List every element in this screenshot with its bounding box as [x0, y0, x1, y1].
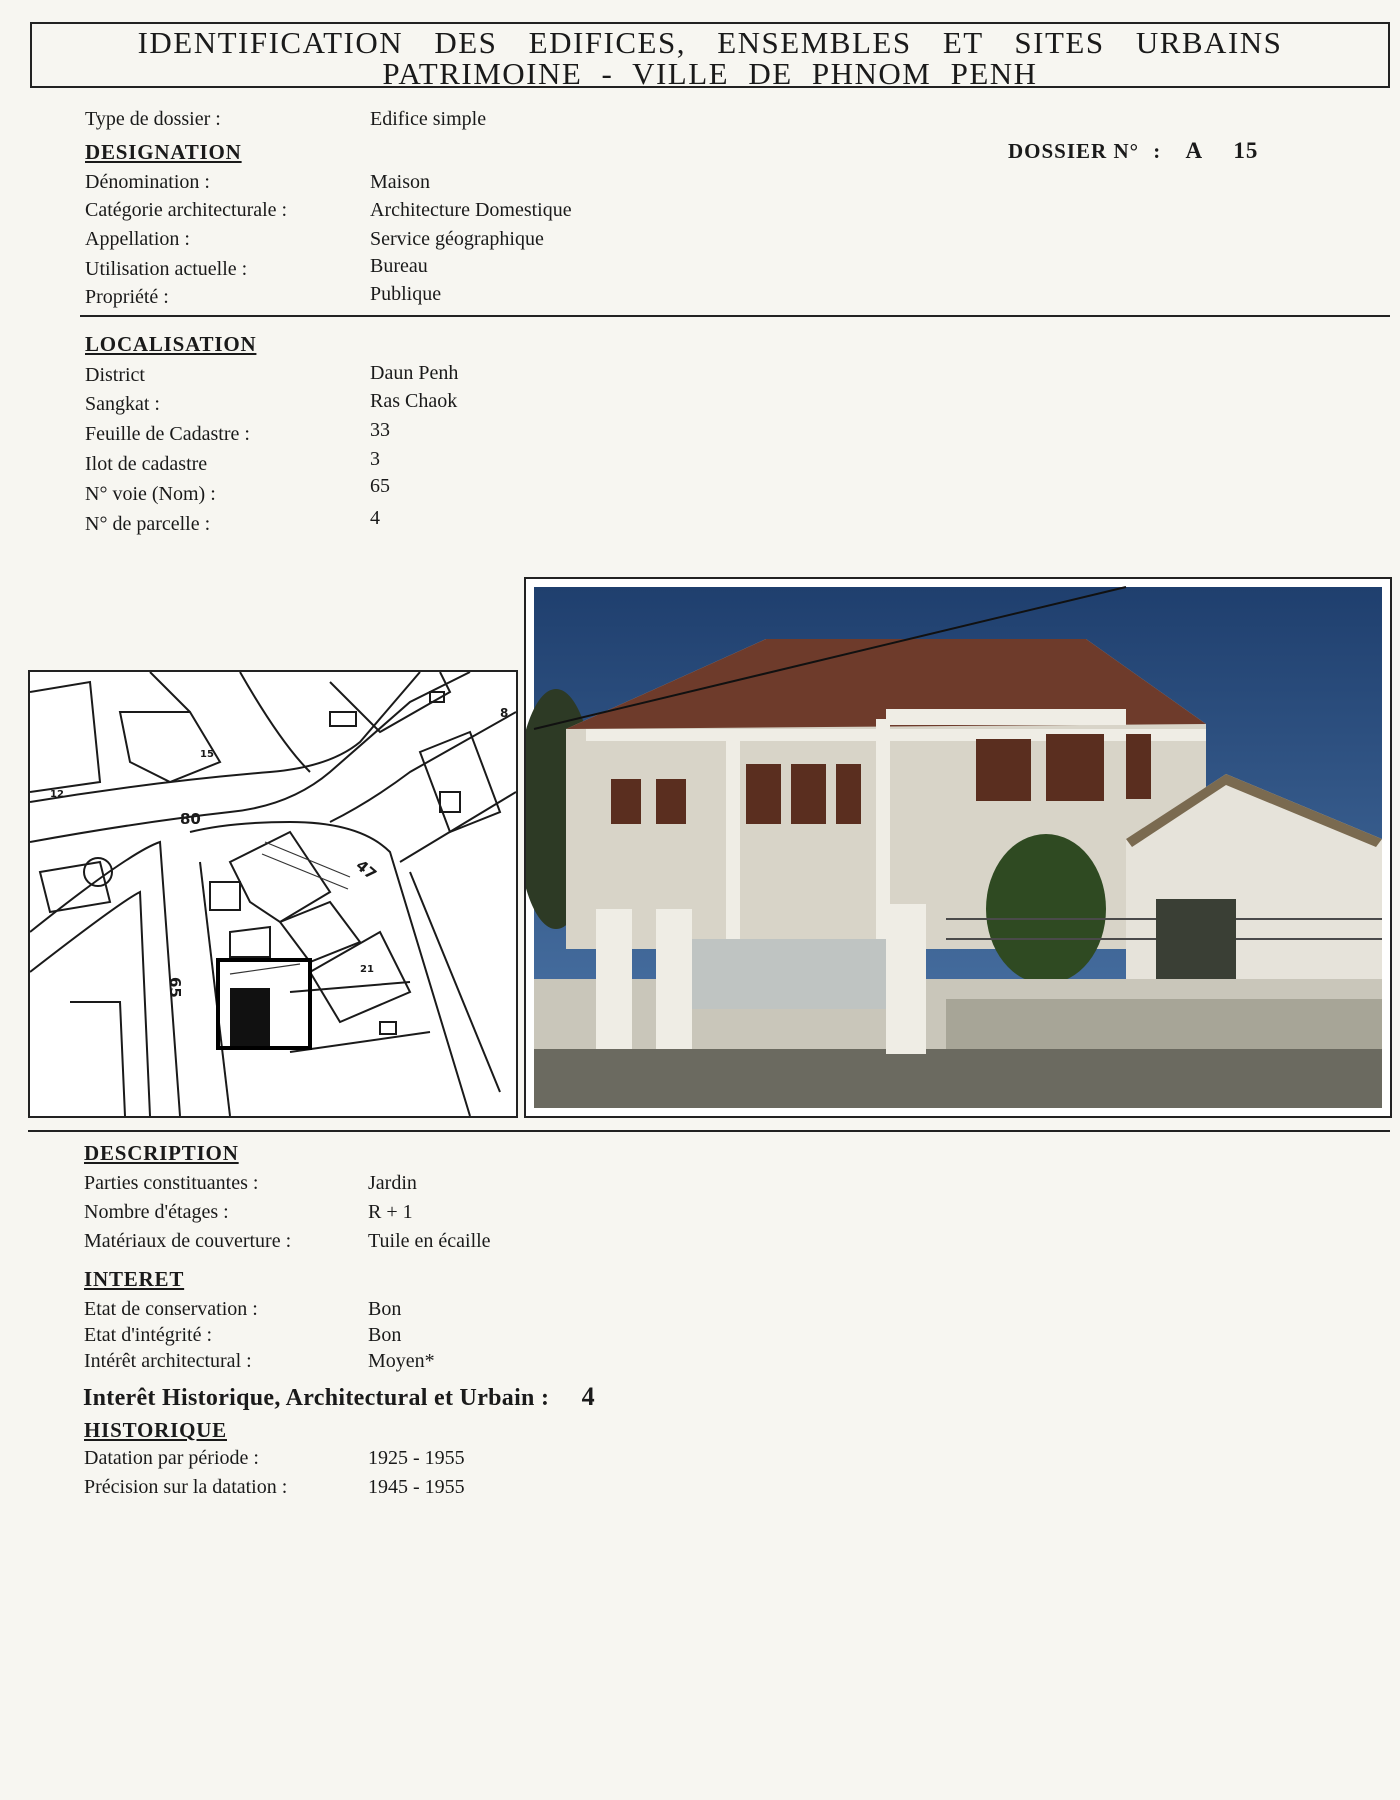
dossier-number — [1008, 138, 1258, 164]
localisation-heading: LOCALISATION — [85, 332, 257, 356]
title-line-2: PATRIMOINE - VILLE DE PHNOM PENH — [382, 56, 1038, 91]
localisation-value: Daun Penh — [370, 362, 459, 384]
localisation-label: Feuille de Cadastre : — [85, 423, 250, 445]
localisation-label: Sangkat : — [85, 393, 160, 415]
interet-heading: INTERET — [84, 1267, 185, 1291]
designation-label: Propriété : — [85, 286, 169, 308]
interet-total-label: Interêt Historique, Architectural et Urbain : — [83, 1385, 550, 1411]
interet-label: Intérêt architectural : — [84, 1350, 252, 1372]
description-value: Tuile en écaille — [368, 1230, 491, 1252]
building-photo-image — [526, 579, 1390, 1116]
map-label: 65 — [166, 977, 184, 998]
dossier-number-value: 15 — [1233, 138, 1259, 163]
designation-label: Utilisation actuelle : — [85, 258, 248, 280]
historique-label: Précision sur la datation : — [84, 1476, 288, 1498]
description-value: Jardin — [368, 1172, 417, 1194]
dossier-label: DOSSIER N° — [1008, 139, 1140, 163]
interet-value: Bon — [368, 1298, 402, 1320]
interet-value: Moyen* — [368, 1350, 435, 1372]
document-title-box — [30, 22, 1390, 91]
dossier-colon: : — [1153, 139, 1162, 163]
localisation-label: Ilot de cadastre — [85, 453, 208, 475]
historique-value: 1945 - 1955 — [368, 1476, 465, 1498]
localisation-value: 33 — [370, 419, 390, 441]
cadastral-map — [28, 670, 518, 1118]
map-label: 21 — [360, 964, 374, 975]
interet-label: Etat de conservation : — [84, 1298, 258, 1320]
section-divider — [80, 315, 1390, 317]
cadastral-map-drawing — [30, 672, 516, 1116]
section-divider — [28, 1130, 1390, 1132]
map-label: 8 — [500, 706, 509, 720]
localisation-value: 65 — [370, 475, 390, 497]
localisation-label: District — [85, 364, 145, 386]
localisation-label: N° voie (Nom) : — [85, 483, 216, 505]
historique-value: 1925 - 1955 — [368, 1447, 465, 1469]
designation-label: Dénomination : — [85, 171, 210, 193]
designation-label: Catégorie architecturale : — [85, 199, 288, 221]
localisation-value: Ras Chaok — [370, 390, 458, 412]
description-label: Nombre d'étages : — [84, 1201, 229, 1223]
description-value: R + 1 — [368, 1201, 413, 1223]
localisation-value: 3 — [370, 448, 380, 470]
historique-heading: HISTORIQUE — [84, 1418, 227, 1442]
title-line-1: IDENTIFICATION DES EDIFICES, ENSEMBLES ET SITES URBAINS — [137, 25, 1283, 60]
designation-label: Appellation : — [85, 228, 190, 250]
description-label: Matériaux de couverture : — [84, 1230, 292, 1252]
interet-label: Etat d'intégrité : — [84, 1324, 213, 1346]
localisation-value: 4 — [370, 507, 380, 529]
map-label: 15 — [200, 749, 214, 760]
dossier-letter: A — [1185, 138, 1204, 163]
designation-value: Maison — [370, 171, 430, 193]
map-label: 47 — [352, 856, 380, 884]
designation-value: Publique — [370, 283, 442, 305]
interet-total — [83, 1382, 595, 1412]
map-label: 80 — [180, 810, 201, 828]
designation-heading: DESIGNATION — [85, 140, 242, 164]
historique-label: Datation par période : — [84, 1447, 259, 1469]
building-photo — [524, 577, 1392, 1118]
designation-value: Service géographique — [370, 228, 544, 250]
type-dossier-value: Edifice simple — [370, 108, 487, 130]
interet-value: Bon — [368, 1324, 402, 1346]
map-label: 12 — [50, 789, 64, 800]
description-heading: DESCRIPTION — [84, 1141, 239, 1165]
designation-value: Bureau — [370, 255, 428, 277]
type-dossier-label: Type de dossier : — [85, 108, 221, 130]
description-label: Parties constituantes : — [84, 1172, 259, 1194]
interet-total-value: 4 — [581, 1382, 595, 1411]
localisation-label: N° de parcelle : — [85, 513, 211, 535]
designation-value: Architecture Domestique — [370, 199, 572, 221]
